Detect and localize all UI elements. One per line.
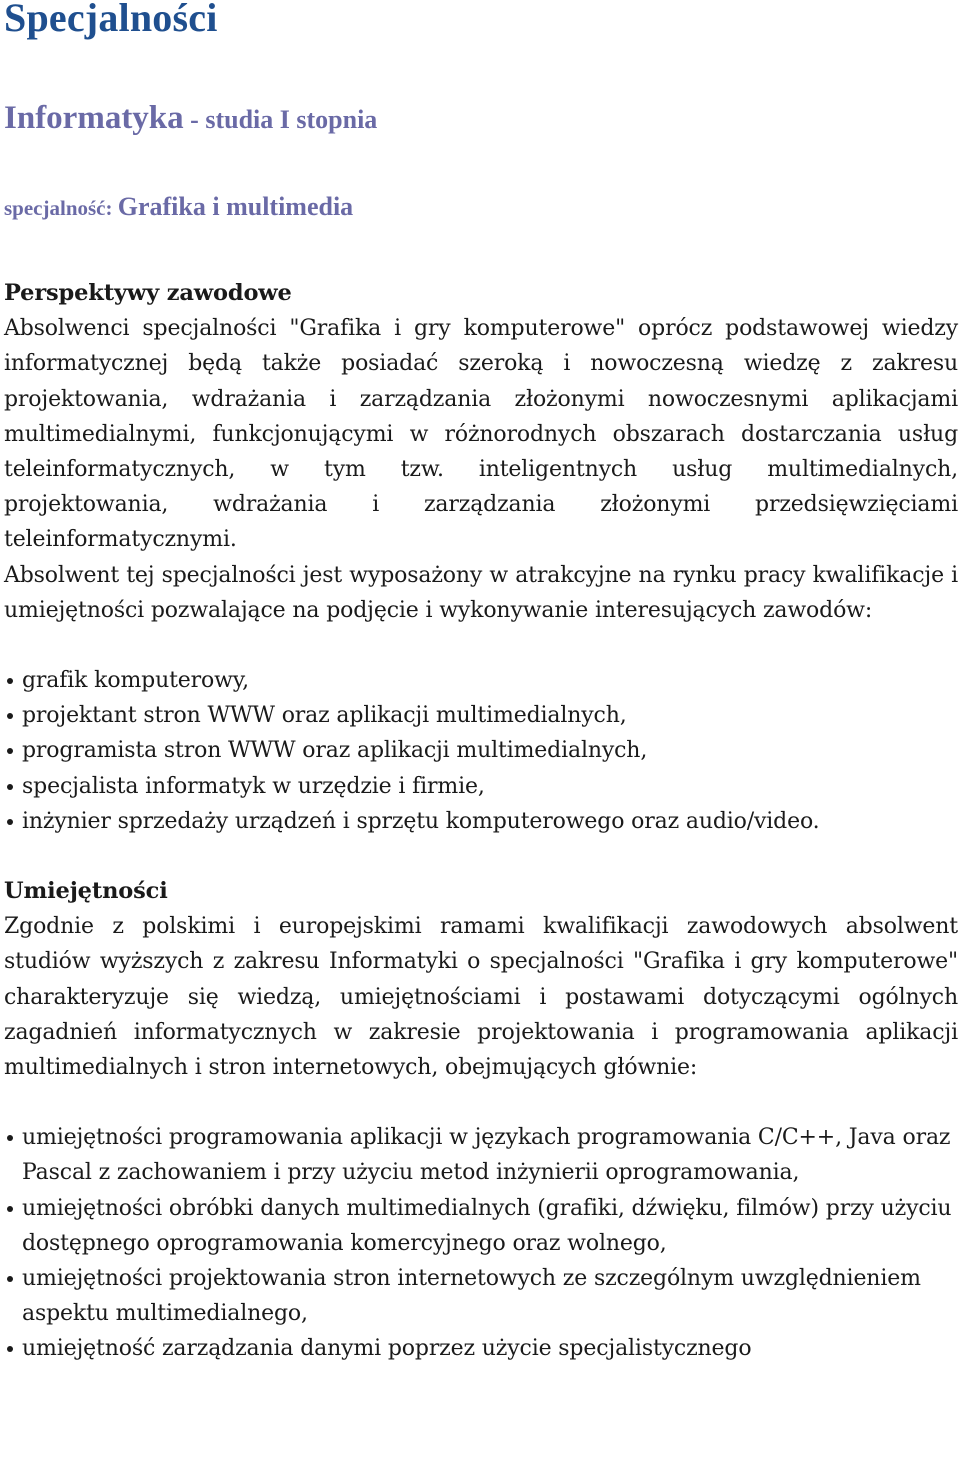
list-item: projektant stron WWW oraz aplikacji multimedialnych,	[22, 698, 958, 733]
umiejetnosci-paragraph: Zgodnie z polskimi i europejskimi ramami kwalifikacji zawodowych absolwent studiów wyższych z zakresu Informatyki o specjalności "Grafika i gry komputerowe" charakteryzuje się wiedzą, umiejętnościami i postawami dotyczącymi ogólnych zagadnień informatycznych w zakresie projektowania i programowania aplikacji multimedialnych i stron internetowych, obejmujących głównie:	[4, 914, 958, 1081]
specialization-prefix: specjalność:	[4, 196, 118, 220]
list-item: grafik komputerowy,	[22, 663, 958, 698]
degree-level: - studia I stopnia	[183, 105, 378, 134]
section-heading-umiejetnosci: Umiejętności	[4, 878, 168, 905]
list-item: umiejętności programowania aplikacji w językach programowania C/C++, Java oraz Pascal z zachowaniem i przy użyciu metod inżynierii oprogramowania,	[22, 1120, 958, 1190]
list-item: inżynier sprzedaży urządzeń i sprzętu komputerowego oraz audio/video.	[22, 804, 958, 839]
main-content	[4, 276, 958, 1367]
section-heading-perspektywy: Perspektywy zawodowe	[4, 280, 292, 306]
perspektywy-paragraph-1: Absolwenci specjalności "Grafika i gry komputerowe" oprócz podstawowej wiedzy informatycznej będą także posiadać szeroką i nowoczesną wiedzę z zakresu projektowania, wdrażania i zarządzania złożonymi nowoczesnymi aplikacjami multimedialnymi, funkcjonującymi w różnorodnych obszarach dostarczania usług teleinformatycznych, w tym tzw. inteligentnych usług multimedialnych, projektowania, wdrażania i zarządzania złożonymi przedsięwzięciami teleinformatycznymi.	[4, 316, 958, 553]
list-item: specjalista informatyk w urzędzie i firmie,	[22, 769, 958, 804]
careers-list	[4, 663, 958, 839]
specialization-heading	[4, 192, 353, 222]
page-title: Specjalności	[4, 0, 218, 40]
degree-heading	[4, 100, 377, 137]
degree-name: Informatyka	[4, 100, 184, 136]
list-item: umiejętność zarządzania danymi poprzez użycie specjalistycznego	[22, 1331, 958, 1366]
list-item: umiejętności projektowania stron internetowych ze szczególnym uwzględnieniem aspektu multimedialnego,	[22, 1261, 958, 1331]
list-item: umiejętności obróbki danych multimedialnych (grafiki, dźwięku, filmów) przy użyciu dostępnego oprogramowania komercyjnego oraz wolnego,	[22, 1191, 958, 1261]
specialization-name: Grafika i multimedia	[117, 192, 354, 221]
perspektywy-paragraph-2: Absolwent tej specjalności jest wyposażony w atrakcyjne na rynku pracy kwalifikacje i umiejętności pozwalające na podjęcie i wykonywanie interesujących zawodów:	[4, 562, 958, 623]
skills-list	[4, 1120, 958, 1366]
list-item: programista stron WWW oraz aplikacji multimedialnych,	[22, 733, 958, 768]
